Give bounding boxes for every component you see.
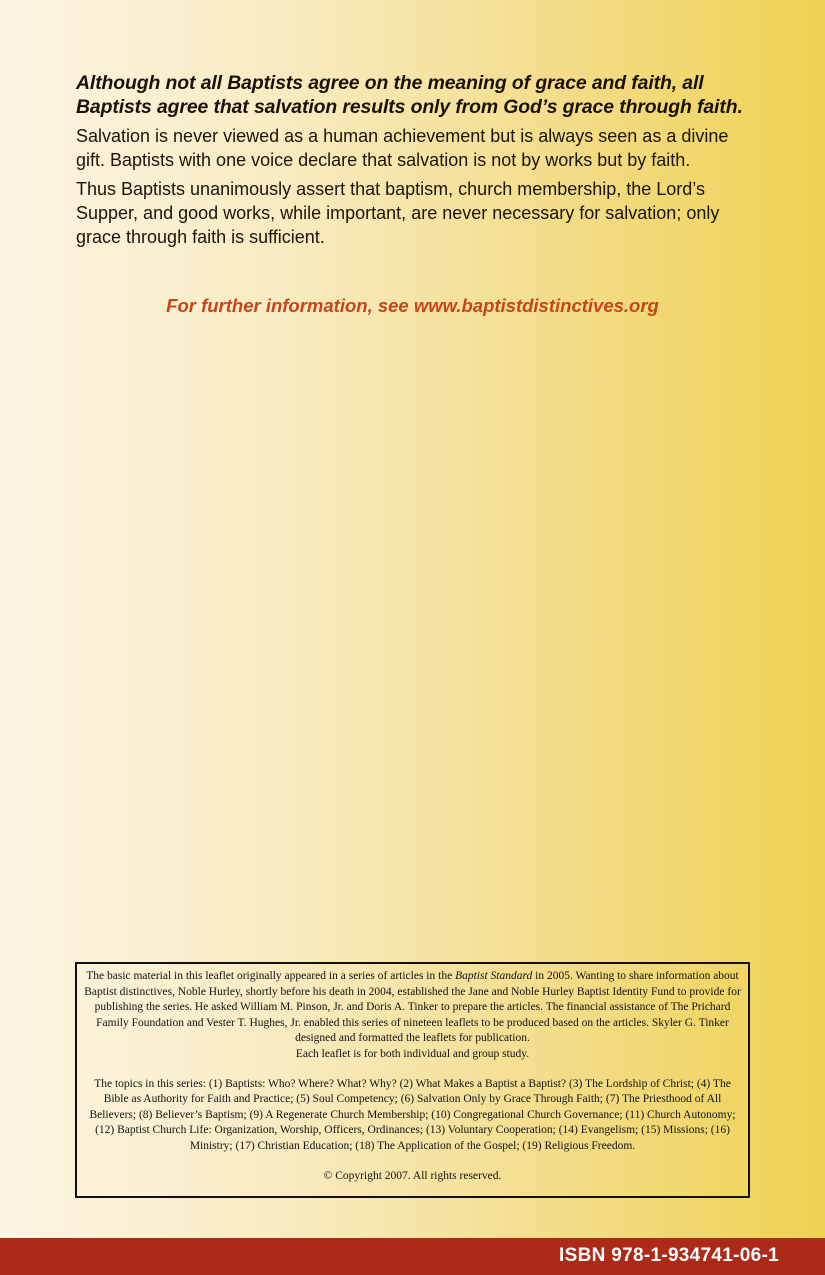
publication-title: Baptist Standard (455, 970, 533, 982)
credits-text-before: The basic material in this leaflet originally appeared in a series of articles in the (86, 970, 456, 982)
further-info-link[interactable]: For further information, see www.baptistdistinctives.org (166, 295, 659, 316)
copyright-notice: © Copyright 2007. All rights reserved. (323, 1169, 502, 1182)
isbn-number: ISBN 978-1-934741-06-1 (559, 1245, 779, 1266)
series-topics: The topics in this series: (1) Baptists: Who? Where? What? Why? (2) What Makes a Baptist a Baptist? (3) The Lordship of Christ; (4) The Bible as Authority for Faith and Practice; (5) Soul Competency; (6) Salvation Only by Grace Through Faith; (7) The Priesthood of All Believers; (8) Believer’s Baptism; (9) A Regenerate Church Membership; (10) Congregational Church Governance; (11) Church Autonomy; (12) Baptist Church Life: Organization, Worship, Officers, Ordinances; (13) Voluntary Cooperation; (14) Evangelism; (15) Missions; (16) Ministry; (17) Christian Education; (18) The Application of the Gospel; (19) Religious Freedom. (89, 1077, 736, 1152)
lead-statement: Although not all Baptists agree on the meaning of grace and faith, all Baptists agree that salvation results only from God’s grace through faith. (76, 72, 743, 118)
sufficiency-paragraph: Thus Baptists unanimously assert that baptism, church membership, the Lord’s Supper, and good works, while important, are never necessary for salvation; only grace through faith is sufficient. (76, 179, 720, 247)
footer-bar (0, 1238, 825, 1275)
credits-text-after: in 2005. Wanting to share information about Baptist distinctives, Noble Hurley, shortly before his death in 2004, established the Jane and Noble Hurley Baptist Identity Fund to provide for publishing the series. He asked William M. Pinson, Jr. and Doris A. Tinker to prepare the articles. The financial assistance of The Prichard Family Foundation and Vester T. Hughes, Jr. enabled this series of nineteen leaflets to be produced based on the articles. Skyler G. Tinker designed and formatted the leaflets for publication. (84, 970, 741, 1045)
credits-paragraph (81, 969, 744, 1047)
credits-box (75, 962, 750, 1198)
main-text (76, 71, 756, 254)
salvation-paragraph: Salvation is never viewed as a human achievement but is always seen as a divine gift. Baptists with one voice declare that salvation is not by works but by faith. (76, 126, 729, 170)
study-note: Each leaflet is for both individual and group study. (295, 1047, 530, 1060)
